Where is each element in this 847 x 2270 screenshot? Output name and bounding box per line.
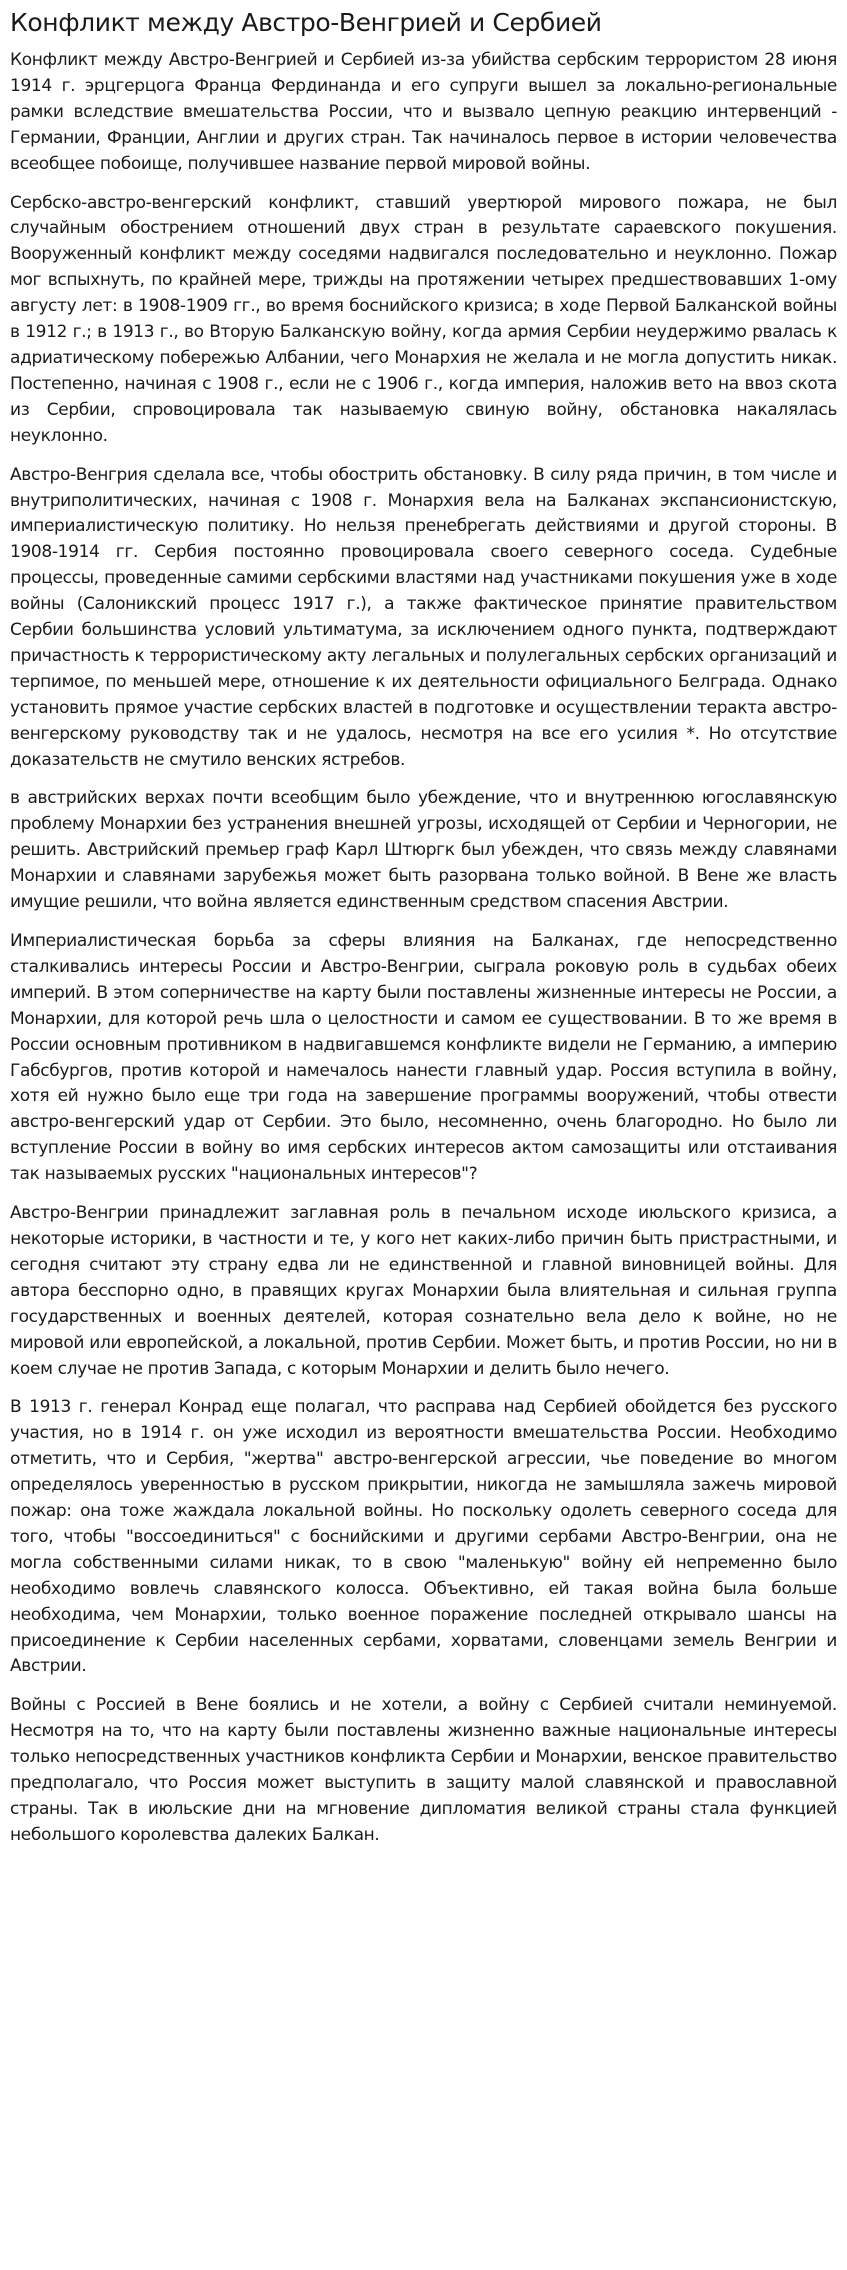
article-paragraph-5: Империалистическая борьба за сферы влияния на Балканах, где непосредственно сталкивались интересы России и Австро-Венгрии, сыграла роковую роль в судьбах обеих империй. В этом соперничестве на карту были поставлены жизненные интересы не России, а Монархии, для которой речь шла о целостности и самом ее существовании. В то же время в России основным противником в надвигавшемся конфликте видели не Германию, а империю Габсбургов, против которой и намечалось нанести главный удар. Россия вступила в войну, хотя ей нужно было еще три года на завершение программы вооружений, чтобы отвести австро-венгерский удар от Сербии. Это было, несомненно, очень благородно. Но было ли вступление России в войну во имя сербских интересов актом самозащиты или отстаивания так называемых русских "национальных интересов"? bbox=[10, 931, 837, 1185]
article-paragraph-7: В 1913 г. генерал Конрад еще полагал, что расправа над Сербией обойдется без русского участия, но в 1914 г. он уже исходил из вероятности вмешательства России. Необходимо отметить, что и Сербия, "жертва" австро-венгерской агрессии, чье поведение во многом определялось уверенностью в русском прикрытии, никогда не замышляла зажечь мировой пожар: она тоже жаждала локальной войны. Но поскольку одолеть северного соседа для того, чтобы "воссоединиться" с боснийскими и другими сербами Австро-Венгрии, она не могла собственными силами никак, то в свою "маленькую" войну ей непременно было необходимо вовлечь славянского колосса. Объективно, ей такая война была больше необходима, чем Монархии, только военное поражение последней открывало шансы на присоединение к Сербии населенных сербами, хорватами, словенцами земель Венгрии и Австрии. bbox=[10, 1397, 837, 1677]
article-paragraph-1: Конфликт между Австро-Венгрией и Сербией из-за убийства сербским террористом 28 июня 1914 г. эрцгерцога Франца Фердинанда и его супруги вышел за локально-региональные рамки вследствие вмешательства России, что и вызвало цепную реакцию интервенций - Германии, Франции, Англии и других стран. Так начиналось первое в истории человечества всеобщее побоище, получившее название первой мировой войны. bbox=[10, 50, 837, 174]
article-title: Конфликт между Австро-Венгрией и Сербией bbox=[10, 8, 602, 37]
article-paragraph-3: Австро-Венгрия сделала все, чтобы обострить обстановку. В силу ряда причин, в том числе и внутриполитических, начиная с 1908 г. Монархия вела на Балканах экспансионистскую, империалистическую политику. Но нельзя пренебрегать действиями и другой стороны. В 1908-1914 гг. Сербия постоянно провоцировала своего северного соседа. Судебные процессы, проведенные самими сербскими властями над участниками покушения уже в ходе войны (Салоникский процесс 1917 г.), а также фактическое принятие правительством Сербии большинства условий ультиматума, за исключением одного пункта, подтверждают причастность к террористическому акту легальных и полулегальных сербских организаций и терпимое, по меньшей мере, отношение к их деятельности официального Белграда. Однако установить прямое участие сербских властей в подготовке и осуществлении теракта австро-венгерскому руководству так и не удалось, несмотря на все его усилия *. Но отсутствие доказательств не смутило венских ястребов. bbox=[10, 464, 837, 770]
article-paragraph-8: Войны с Россией в Вене боялись и не хотели, а войну с Сербией считали неминуемой. Несмотря на то, что на карту были поставлены жизненно важные национальные интересы только непосредственных участников конфликта Сербии и Монархии, венское правительство предполагало, что Россия может выступить в защиту малой славянской и православной страны. Так в июльские дни на мгновение дипломатия великой страны стала функцией небольшого королевства далеких Балкан. bbox=[10, 1695, 837, 1845]
article-paragraph-2: Сербско-австро-венгерский конфликт, ставший увертюрой мирового пожара, не был случайным обострением отношений двух стран в результате сараевского покушения. Вооруженный конфликт между соседями надвигался последовательно и неуклонно. Пожар мог вспыхнуть, по крайней мере, трижды на протяжении четырех предшествовавших 1-ому августу лет: в 1908-1909 гг., во время боснийского кризиса; в ходе Первой Балканской войны в 1912 г.; в 1913 г., во Вторую Балканскую войну, когда армия Сербии неудержимо рвалась к адриатическому побережью Албании, чего Монархия не желала и не могла допустить никак. Постепенно, начиная с 1908 г., если не с 1906 г., когда империя, наложив вето на ввоз скота из Сербии, спровоцировала так называемую свиную войну, обстановка накалялась неуклонно. bbox=[10, 192, 837, 446]
article-paragraph-4: в австрийских верхах почти всеобщим было убеждение, что и внутреннюю югославянскую проблему Монархии без устранения внешней угрозы, исходящей от Сербии и Черногории, не решить. Австрийский премьер граф Карл Штюргк был убежден, что связь между славянами Монархии и славянами зарубежья может быть разорвана только войной. В Вене же власть имущие решили, что война является единственным средством спасения Австрии. bbox=[10, 788, 837, 913]
article-paragraph-6: Австро-Венгрии принадлежит заглавная роль в печальном исходе июльского кризиса, а некоторые историки, в частности и те, у кого нет каких-либо причин быть пристрастными, и сегодня считают эту страну едва ли не единственной и главной виновницей войны. Для автора бесспорно одно, в правящих кругах Монархии была влиятельная и сильная группа государственных и военных деятелей, которая сознательно вела дело к войне, но не мировой или европейской, а локальной, против Сербии. Может быть, и против России, но ни в коем случае не против Запада, с которым Монархии и делить было нечего. bbox=[10, 1203, 837, 1379]
